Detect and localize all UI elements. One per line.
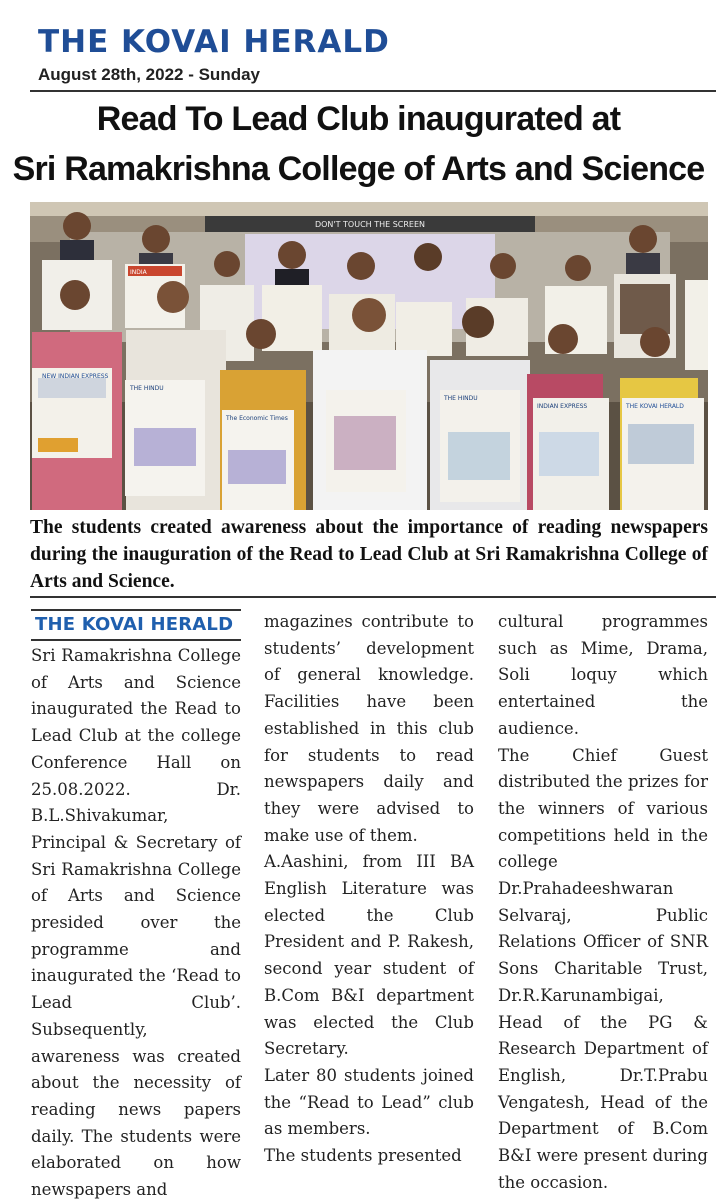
photo-caption: The students created awareness about the importance of reading newspapers during the inauguration of the Read to Lead Club at Sri Ramakrishna College of Arts and Science. bbox=[30, 517, 708, 592]
dateline: August 28th, 2022 - Sunday bbox=[38, 65, 260, 84]
article-paragraph: Later 80 students joined the “Read to Lead” club as members. bbox=[264, 1065, 474, 1139]
article-paragraph: The students presented bbox=[264, 1146, 462, 1166]
article-byline: THE KOVAI HERALD bbox=[31, 609, 241, 641]
article-paragraph: Dr.Prahadeeshwaran Selvaraj, Public Relations Officer of SNR Sons Charitable Trust, Dr.R.Karunambigai, Head of the PG & Research Department of English, Dr.T.Prabu Vengatesh, Head of the Department of B.Com B&I were present during the occasion. bbox=[498, 879, 708, 1192]
paper-label-7: THE KOVAI HERALD bbox=[626, 403, 684, 410]
article-paragraph: cultural programmes such as Mime, Drama, Soli loquy which entertained the audience. bbox=[498, 612, 708, 738]
banner-sign-text: DON'T TOUCH THE SCREEN bbox=[314, 220, 426, 229]
paper-label-2: NEW INDIAN EXPRESS bbox=[42, 373, 109, 380]
article-paragraph: The Chief Guest distributed the prizes for the winners of various competitions held in the college bbox=[498, 745, 708, 872]
article-column-2 bbox=[264, 609, 474, 1170]
paper-label-4: The Economic Times bbox=[226, 415, 288, 422]
event-photo-illustration bbox=[30, 202, 708, 510]
article-column-3 bbox=[498, 609, 708, 1196]
paper-label-1: INDIA bbox=[130, 269, 147, 276]
top-divider bbox=[30, 90, 716, 92]
headline-line-1: Read To Lead Club inaugurated at bbox=[96, 100, 621, 138]
article-paragraph: Sri Ramakrishna College of Arts and Science inaugurated the Read to Lead Club at the college Conference Hall on 25.08.2022. Dr. B.L.Shivakumar, Principal & Secretary of Sri Ramakrishna College of Arts and Science presided over the programme and inaugurated the ‘Read to Lead Club’. Subsequently, awareness was created about the necessity of reading news papers daily. The students were elaborated on how newspapers and bbox=[31, 646, 241, 1200]
article-column-1 bbox=[31, 609, 241, 1204]
headline bbox=[0, 94, 717, 194]
paper-label-5: THE HINDU bbox=[444, 395, 478, 402]
event-photo bbox=[30, 202, 708, 510]
mid-divider bbox=[30, 596, 716, 598]
article-paragraph: A.Aashini, from III BA English Literature was elected the Club President and P. Rakesh, second year student of B.Com B&I department was elected the Club Secretary. bbox=[264, 852, 474, 1059]
paper-label-6: INDIAN EXPRESS bbox=[537, 403, 588, 410]
paper-label-3: THE HINDU bbox=[130, 385, 164, 392]
article-paragraph: magazines contribute to students’ development of general knowledge. Facilities have been established in this club for students to read newspapers daily and they were advised to make use of them. bbox=[264, 612, 474, 845]
headline-line-2: Sri Ramakrishna College of Arts and Science bbox=[12, 150, 705, 188]
masthead: THE KOVAI HERALD bbox=[38, 24, 390, 60]
